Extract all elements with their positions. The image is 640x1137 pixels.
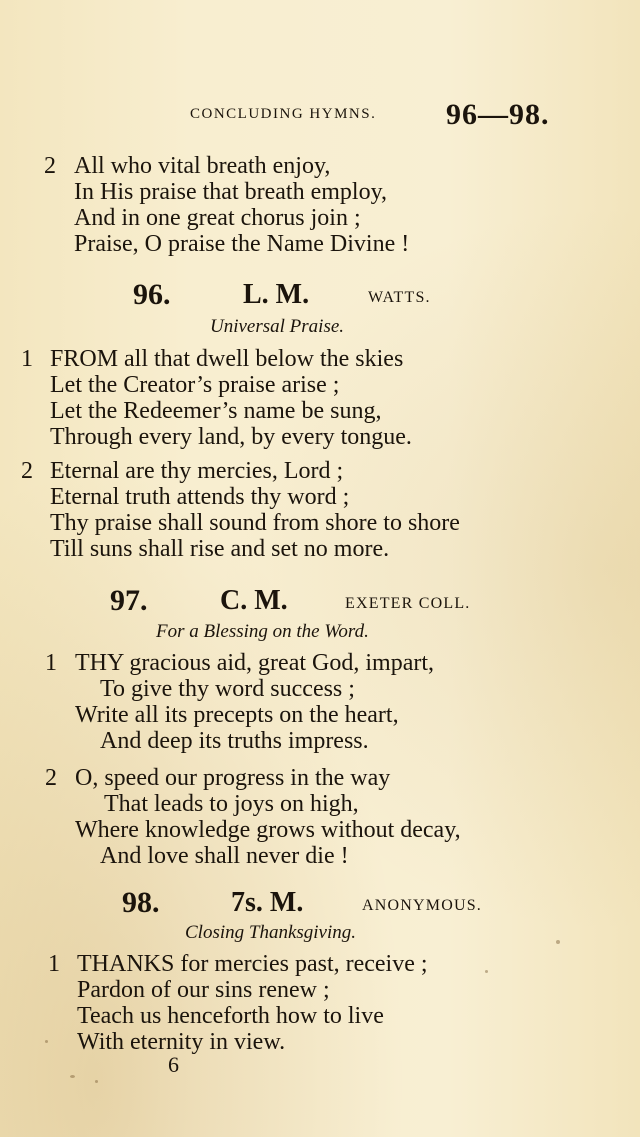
verse-line: FROM all that dwell below the skies xyxy=(50,346,404,372)
verse-line: Write all its precepts on the heart, xyxy=(75,702,399,728)
hymn-author: EXETER COLL. xyxy=(345,595,471,612)
verse-line: Till suns shall rise and set no more. xyxy=(50,536,390,562)
hymn-number: 97. xyxy=(110,584,148,617)
verse-number: 2 xyxy=(44,153,56,179)
foxing-speck xyxy=(70,1075,75,1078)
verse-line: Eternal truth attends thy word ; xyxy=(50,484,350,510)
verse-line: In His praise that breath employ, xyxy=(74,179,388,205)
hymn-meter: C. M. xyxy=(220,585,288,616)
verse-number: 1 xyxy=(21,346,33,372)
verse-line: And deep its truths impress. xyxy=(100,728,369,754)
hymn-subtitle: Closing Thanksgiving. xyxy=(185,922,357,943)
verse-line: And in one great chorus join ; xyxy=(74,205,361,231)
verse-line: That leads to joys on high, xyxy=(104,791,359,817)
verse-number: 1 xyxy=(45,650,57,676)
verse-line: Through every land, by every tongue. xyxy=(50,424,412,450)
signature-mark: 6 xyxy=(168,1052,179,1077)
verse-line: To give thy word success ; xyxy=(100,676,355,702)
verse-line: With eternity in view. xyxy=(77,1029,286,1055)
verse-number: 2 xyxy=(45,765,57,791)
hymn-subtitle: Universal Praise. xyxy=(210,316,345,337)
verse-number: 2 xyxy=(21,458,33,484)
hymn-meter: 7s. M. xyxy=(231,887,304,918)
verse-line: Where knowledge grows without decay, xyxy=(75,817,461,843)
verse-line: Eternal are thy mercies, Lord ; xyxy=(50,458,344,484)
hymn-number: 96. xyxy=(133,278,171,311)
verse-line: THANKS for mercies past, receive ; xyxy=(77,951,428,977)
hymn-author: ANONYMOUS. xyxy=(362,897,483,914)
verse-number: 1 xyxy=(48,951,60,977)
hymn-range: 96—98. xyxy=(446,98,550,131)
foxing-speck xyxy=(45,1040,48,1043)
foxing-speck xyxy=(556,940,560,944)
hymn-author: WATTS. xyxy=(368,289,431,306)
verse-line: Teach us henceforth how to live xyxy=(77,1003,384,1029)
running-title: CONCLUDING HYMNS. xyxy=(190,106,377,122)
verse-line: Let the Redeemer’s name be sung, xyxy=(50,398,382,424)
verse-line: Let the Creator’s praise arise ; xyxy=(50,372,340,398)
verse-line: And love shall never die ! xyxy=(100,843,349,869)
verse-line: Thy praise shall sound from shore to shore xyxy=(50,510,460,536)
verse-line: All who vital breath enjoy, xyxy=(74,153,331,179)
hymn-meter: L. M. xyxy=(243,279,310,310)
verse-line: Pardon of our sins renew ; xyxy=(77,977,330,1003)
verse-line: Praise, O praise the Name Divine ! xyxy=(74,231,410,257)
foxing-speck xyxy=(485,970,488,973)
hymn-subtitle: For a Blessing on the Word. xyxy=(156,621,369,642)
foxing-speck xyxy=(95,1080,98,1083)
verse-line: THY gracious aid, great God, impart, xyxy=(75,650,435,676)
verse-line: O, speed our progress in the way xyxy=(75,765,391,791)
hymn-number: 98. xyxy=(122,886,160,919)
